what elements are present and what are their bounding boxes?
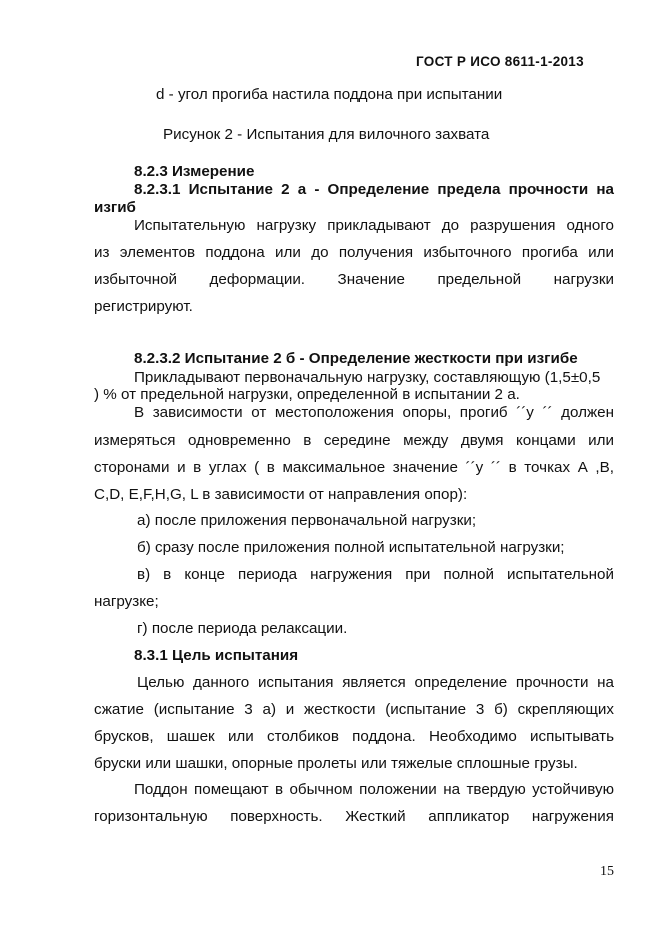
list-item-v: в) в конце периода нагружения при полной испытательной	[137, 566, 614, 583]
paragraph-line: C,D, E,F,H,G, L в зависимости от направления опор):	[94, 486, 468, 503]
figure-caption: Рисунок 2 - Испытания для вилочного захвата	[163, 126, 490, 143]
section-title-8-2-3-1-cont: изгиб	[94, 199, 136, 216]
paragraph-line: бруски или шашки, опорные пролеты или тяжелые сплошные грузы.	[94, 755, 578, 772]
paragraph-line: избыточной деформации. Значение предельной нагрузки	[94, 271, 614, 288]
list-item-b: б) сразу после приложения полной испытательной нагрузки;	[137, 539, 565, 556]
paragraph-line: Испытательную нагрузку прикладывают до разрушения одного	[134, 217, 614, 234]
section-title-8-2-3: 8.2.3 Измерение	[134, 163, 255, 180]
section-title-8-2-3-1: 8.2.3.1 Испытание 2 а - Определение предела прочности на	[134, 181, 614, 198]
paragraph-line: В зависимости от местоположения опоры, прогиб ´´у ´´ должен	[134, 404, 614, 421]
paragraph-line: сжатие (испытание 3 а) и жесткости (испытание 3 б) скрепляющих	[94, 701, 614, 718]
paragraph-line: Целью данного испытания является определение прочности на	[137, 674, 614, 691]
paragraph-line: из элементов поддона или до получения избыточного прогиба или	[94, 244, 614, 261]
list-item-a: а) после приложения первоначальной нагрузки;	[137, 512, 477, 529]
section-title-8-3-1: 8.3.1 Цель испытания	[134, 647, 299, 664]
paragraph-line: Поддон помещают в обычном положении на твердую устойчивую	[134, 781, 614, 798]
paragraph-line: Прикладывают первоначальную нагрузку, составляющую (1,5±0,5	[134, 369, 601, 386]
page-number: 15	[600, 864, 614, 879]
paragraph-line: ) % от предельной нагрузки, определенной в испытании 2 а.	[94, 386, 520, 403]
paragraph-line: регистрируют.	[94, 298, 193, 315]
figure-legend-d: d - угол прогиба настила поддона при испытании	[156, 86, 503, 103]
paragraph-line: брусков, шашек или столбиков поддона. Необходимо испытывать	[94, 728, 614, 745]
paragraph-line: сторонами и в углах ( в максимальное значение ´´у ´´ в точках А ,В,	[94, 459, 614, 476]
document-code-header: ГОСТ Р ИСО 8611-1-2013	[416, 54, 584, 69]
section-title-8-2-3-2: 8.2.3.2 Испытание 2 б - Определение жесткости при изгибе	[134, 350, 578, 367]
paragraph-line: измеряться одновременно в середине между двумя концами или	[94, 432, 614, 449]
paragraph-line: горизонтальную поверхность. Жесткий аппликатор нагружения	[94, 808, 614, 825]
list-item-v-cont: нагрузке;	[94, 593, 159, 610]
list-item-g: г) после периода релаксации.	[137, 620, 348, 637]
